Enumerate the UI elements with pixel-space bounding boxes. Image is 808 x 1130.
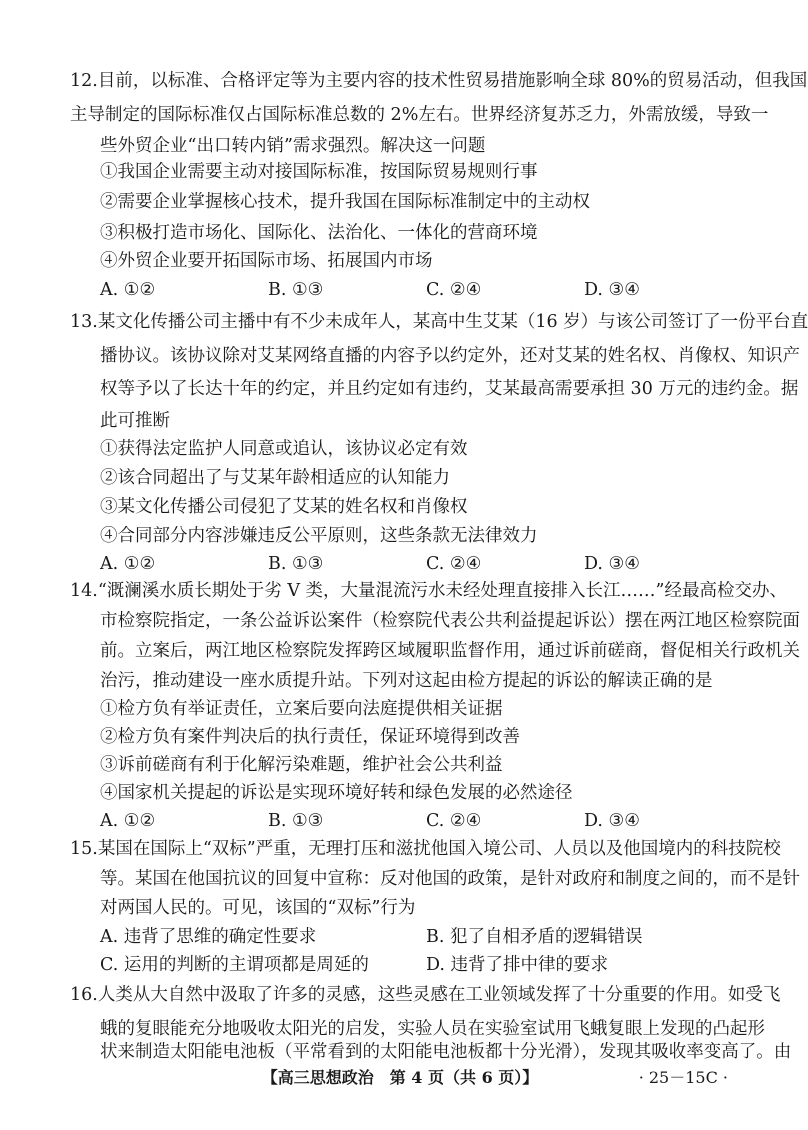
q12-choice-b: B. ①③ [268, 280, 324, 300]
q13-choice-b: B. ①③ [268, 554, 324, 574]
q13-item-4: ④合同部分内容涉嫌违反公平原则，这些条款无法律效力 [100, 526, 538, 546]
q12-choice-a: A. ①② [100, 280, 156, 300]
q12-stem-line-3: 些外贸企业“出口转内销”需求强烈。解决这一问题 [100, 136, 486, 156]
q15-choice-c: C. 运用的判断的主谓项都是周延的 [100, 955, 369, 975]
q14-choice-c: C. ②④ [426, 811, 482, 831]
q13-choice-c: C. ②④ [426, 554, 482, 574]
q12-choice-d: D. ③④ [584, 280, 640, 300]
q14-stem-line-4: 治污，推动建设一座水质提升站。下列对这起由检方提起的诉讼的解读正确的是 [100, 671, 713, 691]
q14-stem-line-3: 前。立案后，两江地区检察院发挥跨区域履职监督作用，通过诉前磋商，督促相关行政机关 [100, 641, 800, 661]
page-footer-title: 【高三思想政治 第 4 页（共 6 页）】 [261, 1068, 539, 1087]
q12-choice-c: C. ②④ [426, 280, 482, 300]
q13-item-3: ③某文化传播公司侵犯了艾某的姓名权和肖像权 [100, 497, 468, 517]
q16-stem-line-1: 16.人类从大自然中汲取了许多的灵感，这些灵感在工业领域发挥了十分重要的作用。如受飞 [70, 985, 781, 1005]
q14-item-3: ③诉前磋商有利于化解污染难题，维护社会公共利益 [100, 755, 503, 775]
q13-stem-line-2: 播协议。该协议除对艾某网络直播的内容予以约定外，还对艾某的姓名权、肖像权、知识产 [100, 346, 800, 366]
q14-choice-a: A. ①② [100, 811, 156, 831]
q12-item-1: ①我国企业需要主动对接国际标准，按国际贸易规则行事 [100, 162, 538, 182]
q13-stem-line-1: 13.某文化传播公司主播中有不少未成年人，某高中生艾某（16 岁）与该公司签订了一份平台直 [70, 312, 808, 332]
q15-choice-b: B. 犯了自相矛盾的逻辑错误 [426, 927, 643, 947]
q13-stem-line-3: 权等予以了长达十年的约定，并且约定如有违约，艾某最高需要承担 30 万元的违约金。据 [100, 379, 799, 399]
q13-item-1: ①获得法定监护人同意或追认，该协议必定有效 [100, 439, 468, 459]
q14-item-4: ④国家机关提起的诉讼是实现环境好转和绿色发展的必然途径 [100, 783, 573, 803]
q15-stem-line-3: 对两国人民的。可见，该国的“双标”行为 [100, 898, 416, 918]
q13-stem-line-4: 此可推断 [100, 411, 170, 431]
q15-choice-d: D. 违背了排中律的要求 [426, 955, 609, 975]
q12-stem-line-2: 主导制定的国际标准仅占国际标准总数的 2%左右。世界经济复苏乏力，外需放缓，导致一 [70, 105, 769, 125]
q14-stem-line-2: 市检察院指定，一条公益诉讼案件（检察院代表公共利益提起诉讼）摆在两江地区检察院面 [100, 611, 800, 631]
q16-stem-line-2: 蛾的复眼能充分地吸收太阳光的启发，实验人员在实验室试用飞蛾复眼上发现的凸起形 [100, 1019, 765, 1039]
q12-stem-line-1: 12.目前，以标准、合格评定等为主要内容的技术性贸易措施影响全球 80%的贸易活动，但我国 [70, 71, 808, 91]
q14-stem-line-1: 14.“溉澜溪水质长期处于劣 V 类，大量混流污水未经处理直接排入长江……”经最高检交办、 [70, 581, 787, 601]
q14-item-1: ①检方负有举证责任，立案后要向法庭提供相关证据 [100, 699, 503, 719]
q14-choice-b: B. ①③ [268, 811, 324, 831]
q13-item-2: ②该合同超出了与艾某年龄相适应的认知能力 [100, 468, 450, 488]
q12-item-3: ③积极打造市场化、国际化、法治化、一体化的营商环境 [100, 223, 538, 243]
q16-stem-line-3: 状来制造太阳能电池板（平常看到的太阳能电池板都十分光滑），发现其吸收率变高了。由 [100, 1042, 792, 1062]
q13-choice-a: A. ①② [100, 554, 156, 574]
q15-stem-line-2: 等。某国在他国抗议的回复中宣称：反对他国的政策，是针对政府和制度之间的，而不是针 [100, 869, 800, 889]
q13-choice-d: D. ③④ [584, 554, 640, 574]
q15-stem-line-1: 15.某国在国际上“双标”严重，无理打压和滋扰他国入境公司、人员以及他国境内的科技院校 [70, 839, 781, 859]
q14-choice-d: D. ③④ [584, 811, 640, 831]
q12-item-2: ②需要企业掌握核心技术，提升我国在国际标准制定中的主动权 [100, 192, 590, 212]
q12-item-4: ④外贸企业要开拓国际市场、拓展国内市场 [100, 251, 433, 271]
q14-item-2: ②检方负有案件判决后的执行责任，保证环境得到改善 [100, 727, 520, 747]
page-footer-code: · 25－15C · [638, 1068, 728, 1087]
q15-choice-a: A. 违背了思维的确定性要求 [100, 927, 317, 947]
